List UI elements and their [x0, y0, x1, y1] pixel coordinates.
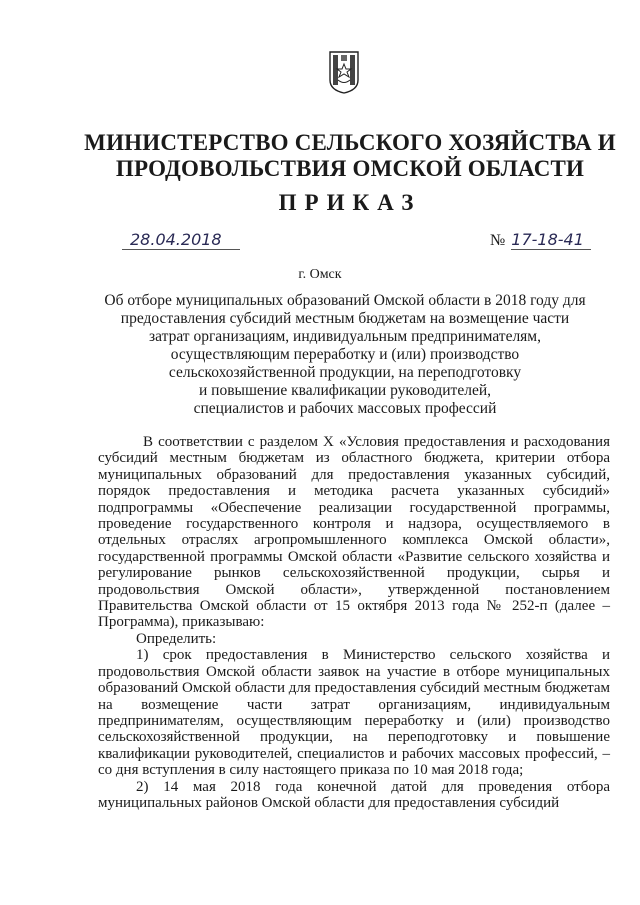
- omsk-region-coat-of-arms-icon: [328, 50, 360, 94]
- number-sign: №: [490, 232, 506, 249]
- order-body: [98, 434, 610, 811]
- document-number: 17-18-41: [511, 230, 591, 250]
- ministry-title: [40, 130, 640, 182]
- subject-line: сельскохозяйственной продукции, на переподготовку: [168, 364, 522, 381]
- subject-line: затрат организациям, индивидуальным предпринимателям,: [149, 328, 541, 345]
- preamble-paragraph: В соответствии с разделом X «Условия предоставления и расходования субсидий местным бюджетам из областного бюджета, критерии отбора муниципальных образований для предоставления указанных субсидий, порядок предоставления и методика расчета указанных субсидий» подпрограммы «Обеспечение реализации государственной программы, проведение государственного контроля и надзора, осуществляемого в отдельных отраслях агропромышленного комплекса Омской области», государственной программы Омской области «Развитие сельского хозяйства и регулирование рынков сельскохозяйственной продукции, сырья и продовольствия Омской области», утвержденной постановлением Правительства Омской области от 15 октября 2013 года № 252-п (далее – Программа), приказываю:: [98, 434, 610, 631]
- order-subject: [95, 292, 595, 418]
- document-number-block: [490, 230, 591, 250]
- item-1-paragraph: 1) срок предоставления в Министерство сельского хозяйства и продовольствия Омской области заявок на участие в отборе муниципальных образований Омской области для предоставления субсидий местным бюджетам на возмещение части затрат организациям, индивидуальным предпринимателям, осуществляющим переработку и (или) производство сельскохозяйственной продукции, на переподготовку и повышение квалификации руководителей, специалистов и рабочих массовых профессий, – со дня вступления в силу настоящего приказа по 10 мая 2018 года;: [98, 647, 610, 779]
- subject-line: специалистов и рабочих массовых профессий: [193, 400, 497, 417]
- item-2-paragraph: 2) 14 мая 2018 года конечной датой для проведения отбора муниципальных районов Омской области для предоставления субсидий: [98, 778, 610, 811]
- document-date: 28.04.2018: [122, 230, 240, 250]
- ministry-title-line1: МИНИСТЕРСТВО СЕЛЬСКОГО ХОЗЯЙСТВА И: [84, 130, 616, 155]
- subject-line: Об отборе муниципальных образований Омской области в 2018 году для: [104, 292, 586, 309]
- subject-line: осуществляющим переработку и (или) производство: [170, 346, 520, 363]
- ministry-title-line2: ПРОДОВОЛЬСТВИЯ ОМСКОЙ ОБЛАСТИ: [115, 156, 585, 181]
- determine-paragraph: Определить:: [136, 630, 217, 647]
- subject-line: предоставления субсидий местным бюджетам на возмещение части: [120, 310, 570, 327]
- subject-line: и повышение квалификации руководителей,: [199, 382, 491, 399]
- city-label: г. Омск: [298, 267, 342, 282]
- document-type: ПРИКАЗ: [278, 190, 422, 215]
